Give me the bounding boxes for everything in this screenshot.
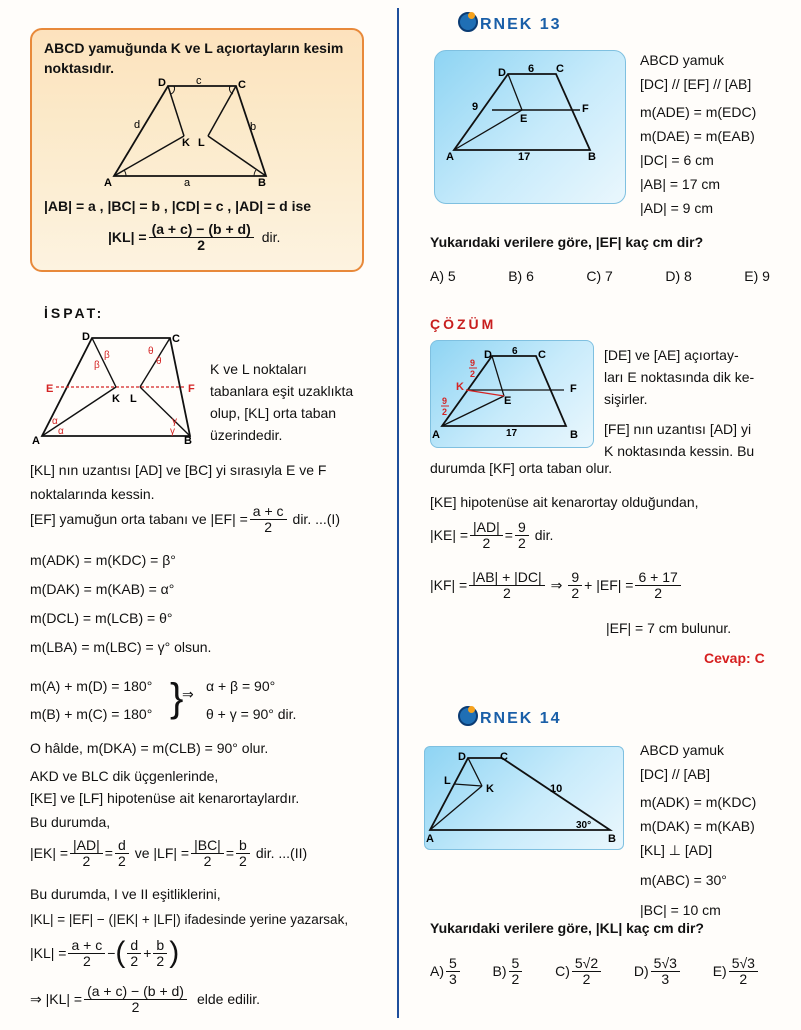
svg-text:9: 9 — [442, 396, 448, 406]
fig-label-A: A — [104, 177, 112, 189]
example-14-title: RNEK 14 — [458, 706, 562, 728]
kl-num: (a + c) − (b + d) — [149, 222, 254, 238]
fig-label-b: b — [250, 121, 257, 133]
ispat-side-text: K ve L noktaları tabanlara eşit uzaklıkta olup, [KL] orta taban üzerindedir. — [210, 361, 354, 443]
proof-line-2: noktalarında kessin. — [30, 486, 155, 502]
fig-label-B: B — [258, 177, 266, 189]
svg-text:A: A — [32, 435, 40, 445]
option-d: D) 8 — [665, 268, 692, 284]
svg-text:10: 10 — [550, 783, 563, 795]
option-c: C) 7 — [586, 268, 613, 284]
fig-label-a: a — [184, 177, 191, 189]
theorem-line-1: ABCD yamuğunda K ve L açıortayların kesim — [44, 40, 344, 56]
svg-text:A: A — [426, 833, 434, 845]
kl-lhs: |KL| = — [108, 229, 147, 246]
svg-text:E: E — [504, 395, 512, 407]
result-equations: α + β = 90° θ + γ = 90° dir. — [206, 678, 297, 722]
cozum-ke-line: [KE] hipotenüse ait kenarortay olduğundan, — [430, 494, 699, 510]
o-logo-icon — [458, 12, 478, 32]
cozum-answer: Cevap: C — [704, 650, 765, 666]
fig-label-K: K — [182, 137, 190, 149]
proof-final: ⇒ |KL| = $\frac{(a + c) - (b + d)}{2}$ elde edilir. — [30, 983, 261, 1015]
example-14-given: ABCD yamuk [DC] // [AB] m(ADK) = m(KDC) m(DAK) = m(KAB) [KL] ⊥ [AD] m(ABC) = 30° |BC| = 10 cm — [640, 742, 757, 918]
trapezoid-figure — [100, 78, 290, 190]
ispat-title: İSPAT: — [44, 305, 105, 321]
svg-text:θ: θ — [148, 346, 154, 357]
svg-text:F: F — [570, 383, 577, 395]
kl-rhs: dir. — [261, 229, 281, 246]
svg-text:9: 9 — [470, 358, 476, 368]
svg-text:F: F — [582, 103, 589, 115]
svg-text:K: K — [112, 393, 120, 405]
svg-text:F: F — [188, 383, 195, 395]
cozum-side-text: [DE] ve [AE] açıortay- ları E noktasında dik ke- sişirler. [FE] nın uzantısı [AD] yi K noktasında kessin. Bu — [604, 347, 755, 459]
fig-label-D: D — [158, 78, 166, 89]
svg-text:A: A — [446, 151, 454, 163]
svg-text:2: 2 — [470, 369, 476, 379]
o-logo-icon — [458, 706, 478, 726]
example-13-figure — [440, 62, 620, 166]
brace: } — [170, 676, 184, 720]
option-e: E) 9 — [744, 268, 770, 284]
svg-text:L: L — [444, 775, 451, 787]
kl-den: 2 — [197, 236, 206, 253]
svg-text:B: B — [570, 429, 578, 441]
svg-text:17: 17 — [518, 151, 531, 163]
svg-text:β: β — [104, 350, 110, 361]
proof-ke: [KE] ve [LF] hipotenüse ait kenarortaylardır. — [30, 790, 300, 806]
svg-text:D: D — [498, 67, 506, 79]
proof-ifade: |KL| = |EF| − (|EK| + |LF|) ifadesinde yerine yazarsak, — [30, 912, 349, 927]
cozum-result: |EF| = 7 cm bulunur. — [606, 620, 732, 636]
svg-text:6: 6 — [528, 63, 535, 75]
example-13-question: Yukarıdaki verilere göre, |EF| kaç cm dir? — [430, 234, 704, 250]
svg-text:D: D — [82, 331, 90, 343]
svg-text:K: K — [456, 381, 464, 393]
svg-text:9: 9 — [472, 101, 479, 113]
svg-text:E: E — [46, 383, 54, 395]
theorem-formula — [108, 222, 280, 252]
svg-text:6: 6 — [512, 346, 518, 357]
arrow: ⇒ — [182, 686, 194, 702]
option-d: D) $\frac{5√3}{3}$ — [634, 956, 682, 986]
svg-text:A: A — [432, 429, 440, 441]
example-14-options — [430, 956, 760, 986]
proof-akd: AKD ve BLC dik üçgenlerinde, — [30, 768, 219, 784]
svg-text:C: C — [172, 333, 180, 345]
proof-halde: O hâlde, m(DKA) = m(CLB) = 90° olur. — [30, 740, 269, 756]
theorem-line-2: noktasıdır. — [44, 60, 115, 76]
svg-text:γ: γ — [170, 426, 175, 437]
column-divider — [397, 8, 399, 1018]
svg-text:2: 2 — [442, 407, 448, 417]
fig-label-d: d — [134, 119, 141, 131]
svg-text:B: B — [588, 151, 596, 163]
angle-list: m(ADK) = m(KDC) = β° m(DAK) = m(KAB) = α° m(DCL) = m(LCB) = θ° m(LBA) = m(LBC) = γ° olsun. — [30, 552, 212, 655]
option-c: C) $\frac{5√2}{2}$ — [555, 956, 603, 986]
fig-label-L: L — [198, 137, 205, 149]
cozum-figure — [430, 340, 600, 446]
proof-kl2: |KL| = $\frac{a + c}{2}$ − ( $\frac{d}{2}$ + $\frac{b}{2}$ ) — [30, 936, 180, 969]
svg-text:L: L — [130, 393, 137, 405]
theorem-given: |AB| = a , |BC| = b , |CD| = c , |AD| = d ise — [44, 198, 312, 214]
proof-ek-lf: |EK| = $\frac{|AD|}{2}$ = $\frac{d}{2}$ ve |LF| = $\frac{|BC|}{2}$ = $\frac{b}{2}$ dir. ...(II) — [30, 837, 308, 869]
example-13-options — [430, 268, 770, 284]
svg-text:α: α — [58, 426, 64, 437]
option-b: B) $\frac{5}{2}$ — [493, 956, 525, 986]
svg-text:K: K — [486, 783, 494, 795]
example-13-given: ABCD yamuk [DC] // [EF] // [AB] m(ADE) = m(EDC) m(DAE) = m(EAB) |DC| = 6 cm |AB| = 17 cm |AD| = 9 cm — [640, 52, 757, 216]
svg-text:D: D — [458, 751, 466, 763]
proof-esit: Bu durumda, I ve II eşitliklerini, — [30, 886, 221, 902]
svg-text:C: C — [538, 349, 546, 361]
proof-bu: Bu durumda, — [30, 814, 111, 830]
option-a: A) $\frac{5}{3}$ — [430, 956, 462, 986]
fig-label-C: C — [238, 79, 246, 91]
cozum-line: durumda [KF] orta taban olur. — [430, 460, 613, 476]
svg-text:B: B — [184, 435, 192, 445]
svg-text:E: E — [520, 113, 528, 125]
svg-text:C: C — [556, 63, 564, 75]
option-e: E) $\frac{5√3}{2}$ — [713, 956, 760, 986]
svg-text:30°: 30° — [576, 820, 592, 831]
cozum-title: ÇÖZÜM — [430, 316, 497, 332]
example-14-question: Yukarıdaki verilere göre, |KL| kaç cm dir? — [430, 920, 704, 936]
example-14-figure — [424, 746, 624, 850]
svg-text:θ: θ — [156, 356, 162, 367]
proof-line-3: [EF] yamuğun orta tabanı ve |EF| = $\frac{a + c}{2}$ dir. ...(I) — [30, 503, 340, 535]
svg-text:D: D — [484, 349, 492, 361]
svg-text:γ: γ — [172, 416, 177, 427]
svg-text:B: B — [608, 833, 616, 845]
example-13-title: RNEK 13 — [458, 12, 562, 34]
option-a: A) 5 — [430, 268, 456, 284]
ispat-figure — [30, 330, 205, 445]
svg-text:β: β — [94, 360, 100, 371]
cozum-kf-eq: |KF| = $\frac{|AB| + |DC|}{2}$ ⇒ $\frac{9}{2}$ + |EF| = $\frac{6 + 17}{2}$ — [430, 570, 683, 600]
svg-text:17: 17 — [506, 428, 518, 439]
cozum-ke-eq: |KE| = $\frac{|AD|}{2}$ = $\frac{9}{2}$ dir. — [430, 519, 554, 551]
svg-text:C: C — [500, 751, 508, 763]
option-b: B) 6 — [508, 268, 534, 284]
sum-equations: m(A) + m(D) = 180° m(B) + m(C) = 180° — [30, 678, 153, 722]
proof-line-1: [KL] nın uzantısı [AD] ve [BC] yi sırasıyla E ve F — [30, 462, 327, 478]
fig-label-c: c — [196, 78, 202, 87]
svg-text:α: α — [52, 416, 58, 427]
